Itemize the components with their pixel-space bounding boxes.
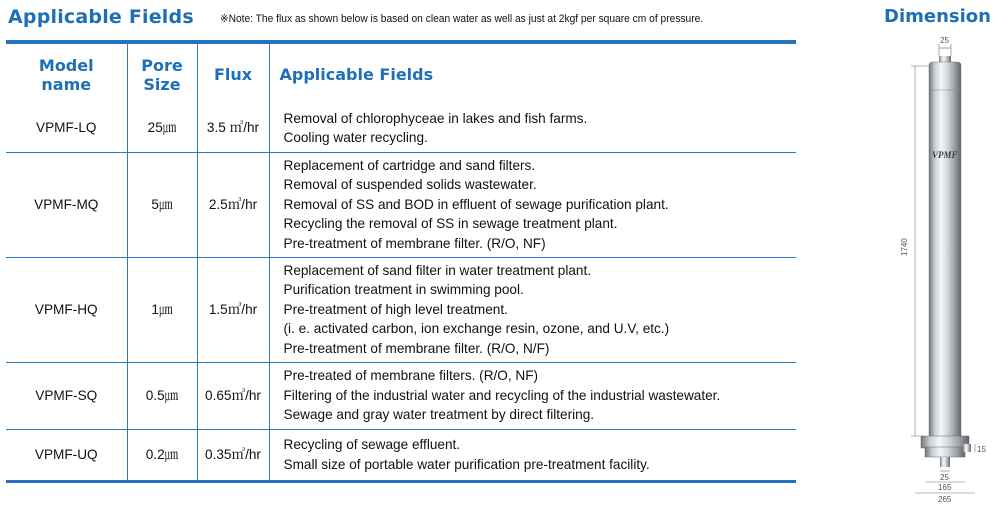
model-cell: VPMF-HQ	[6, 257, 127, 362]
column-header-flux: Flux	[197, 44, 269, 105]
side-label: 15	[977, 445, 986, 454]
side-outlet	[963, 444, 971, 452]
table-row	[6, 362, 796, 429]
table-header-row	[6, 44, 796, 105]
applicable-fields-table	[6, 44, 796, 480]
model-cell: VPMF-LQ	[6, 105, 127, 152]
field-line: Small size of portable water purification pre-treatment facility.	[283, 456, 650, 472]
field-line: Filtering of the industrial water and recycling of the industrial wastewater.	[283, 387, 721, 403]
inner-width-label: 165	[938, 483, 952, 492]
table-row	[6, 152, 796, 257]
applicable-fields-title: Applicable Fields	[8, 6, 194, 28]
table-row	[6, 257, 796, 362]
applicable-fields-cell	[269, 429, 796, 480]
field-line: Recycling the removal of SS in sewage treatment plant.	[283, 216, 618, 232]
vpmf-logo: VPMF	[932, 150, 958, 160]
filter-dimension-drawing	[895, 34, 995, 506]
applicable-fields-cell	[269, 257, 796, 362]
bottom-flange	[921, 436, 969, 448]
field-line: Removal of chlorophyceae in lakes and fish farms.	[283, 110, 588, 126]
field-line: Replacement of sand filter in water treatment plant.	[283, 262, 592, 278]
top-width-label: 25	[940, 36, 949, 45]
side-dimension	[975, 444, 986, 454]
model-cell: VPMF-SQ	[6, 362, 127, 429]
flux-note: ※Note: The flux as shown below is based on clean water as well as just at 2kgf per square cm of pressure.	[220, 13, 704, 25]
field-line: Replacement of cartridge and sand filters.	[283, 157, 536, 173]
bottom-dimensions	[915, 471, 975, 504]
field-line: Cooling water recycling.	[283, 130, 428, 146]
height-label: 1740	[900, 238, 909, 256]
top-width-dimension	[939, 36, 951, 56]
table-bottom-rule	[6, 480, 796, 483]
flux-cell: 3.5 ㎥/hr	[197, 105, 269, 152]
model-cell: VPMF-UQ	[6, 429, 127, 480]
field-line: Sewage and gray water treatment by direct filtering.	[283, 407, 595, 423]
pore-size-cell: 25㎛	[127, 105, 197, 152]
table-row	[6, 429, 796, 480]
field-line: Pre-treatment of membrane filter. (R/O, N/F)	[283, 340, 550, 356]
table-row	[6, 105, 796, 152]
field-line: Pre-treated of membrane filters. (R/O, NF)	[283, 368, 539, 384]
outlet-width-label: 25	[940, 473, 949, 482]
field-line: Pre-treatment of high level treatment.	[283, 301, 508, 317]
column-header-model: Model name	[6, 44, 127, 105]
model-cell: VPMF-MQ	[6, 152, 127, 257]
height-dimension	[900, 66, 929, 436]
flux-cell: 1.5㎥/hr	[197, 257, 269, 362]
applicable-fields-cell	[269, 105, 796, 152]
flux-cell: 0.65㎥/hr	[197, 362, 269, 429]
field-line: Purification treatment in swimming pool.	[283, 282, 524, 298]
pore-size-cell: 0.5㎛	[127, 362, 197, 429]
dimension-title: Dimension	[884, 6, 991, 27]
applicable-fields-cell	[269, 152, 796, 257]
column-header-pore-size: Pore Size	[127, 44, 197, 105]
pore-size-cell: 0.2㎛	[127, 429, 197, 480]
field-line: Removal of SS and BOD in effluent of sewage purification plant.	[283, 196, 669, 212]
field-line: (i. e. activated carbon, ion exchange resin, ozone, and U.V, etc.)	[283, 321, 670, 337]
applicable-fields-cell	[269, 362, 796, 429]
column-header-applicable-fields: Applicable Fields	[279, 65, 434, 84]
bottom-outlet	[940, 457, 950, 467]
pore-size-cell: 5㎛	[127, 152, 197, 257]
flux-cell: 0.35㎥/hr	[197, 429, 269, 480]
filter-housing	[929, 62, 961, 440]
flux-cell: 2.5㎥/hr	[197, 152, 269, 257]
outer-width-label: 265	[938, 495, 952, 504]
field-line: Recycling of sewage effluent.	[283, 437, 461, 453]
field-line: Pre-treatment of membrane filter. (R/O, NF)	[283, 235, 546, 251]
pore-size-cell: 1㎛	[127, 257, 197, 362]
field-line: Removal of suspended solids wastewater.	[283, 177, 537, 193]
